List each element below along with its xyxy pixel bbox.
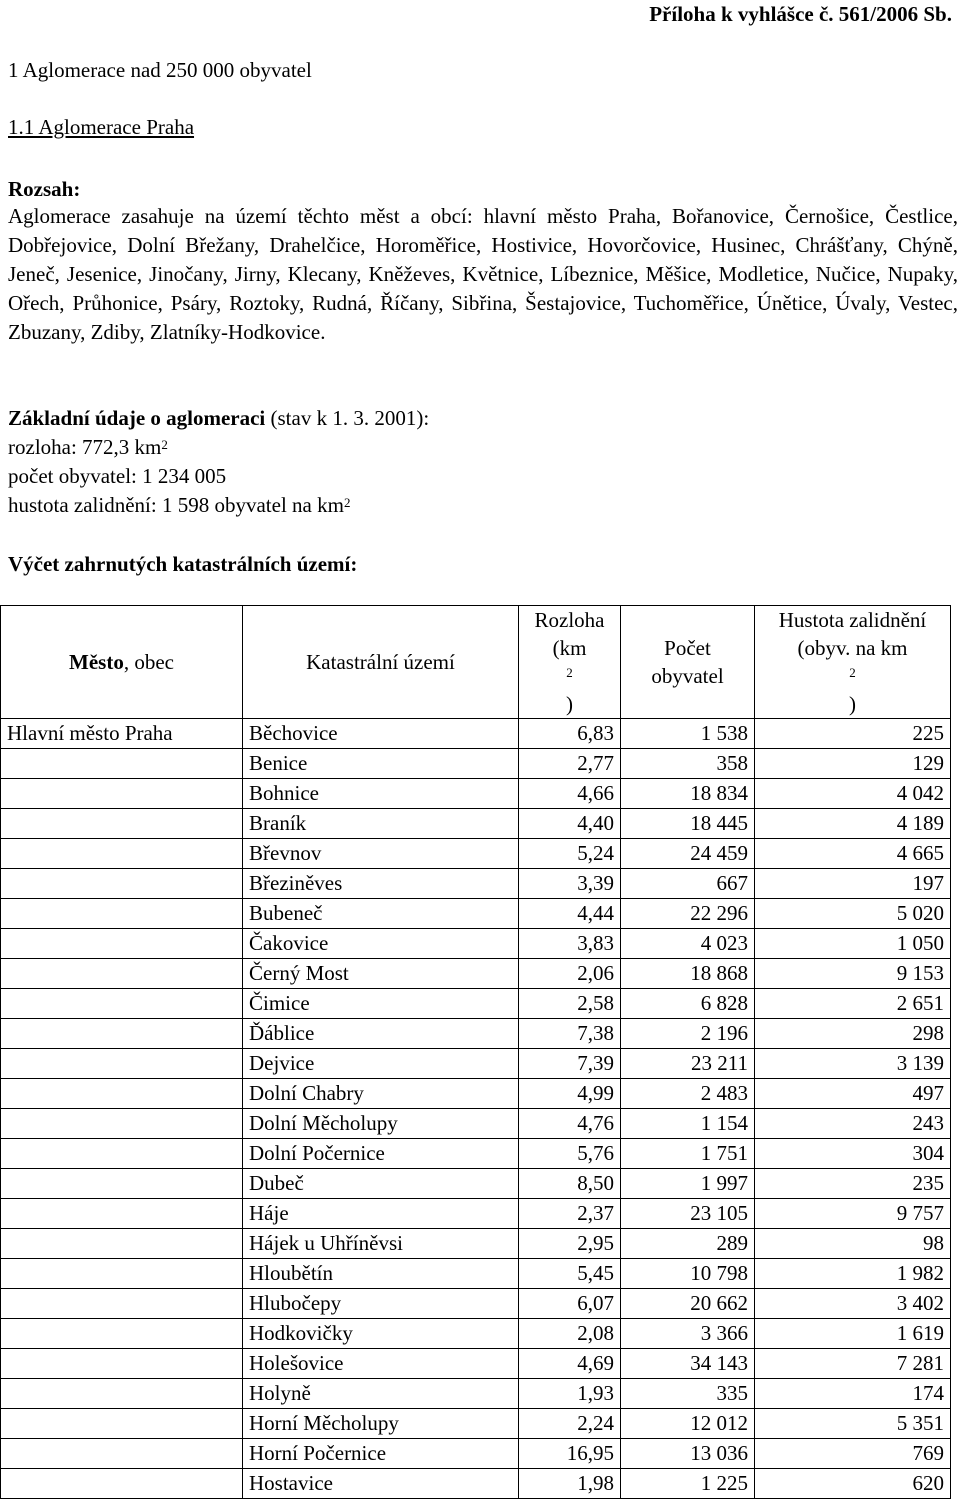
cell-katastr: Bohnice: [243, 779, 519, 809]
cell-rozloha: 5,45: [519, 1259, 621, 1289]
header-pocet-line1: Počet: [664, 636, 711, 660]
cell-katastr: Benice: [243, 749, 519, 779]
cell-hustota: 197: [755, 869, 951, 899]
cell-obec: [1, 959, 243, 989]
cell-rozloha: 2,08: [519, 1319, 621, 1349]
cell-pocet: 1 538: [621, 719, 755, 749]
cell-katastr: Holyně: [243, 1379, 519, 1409]
header-rozloha-unit: (km: [552, 636, 587, 660]
cell-katastr: Běchovice: [243, 719, 519, 749]
cell-obec: [1, 1319, 243, 1349]
cell-rozloha: 2,77: [519, 749, 621, 779]
table-row: [1, 809, 951, 839]
header-obec: [1, 606, 243, 719]
cell-pocet: 23 105: [621, 1199, 755, 1229]
area-value: rozloha: 772,3 km: [8, 435, 162, 459]
header-pocet-line2: obyvatel: [651, 664, 724, 688]
cell-pocet: 20 662: [621, 1289, 755, 1319]
table-row: [1, 869, 951, 899]
cell-katastr: Hostavice: [243, 1469, 519, 1499]
cell-rozloha: 7,39: [519, 1049, 621, 1079]
cell-pocet: 6 828: [621, 989, 755, 1019]
cell-katastr: Čimice: [243, 989, 519, 1019]
scope-label: Rozsah:: [8, 177, 81, 201]
header-rozloha-sup: 2: [566, 665, 573, 680]
cell-pocet: 2 196: [621, 1019, 755, 1049]
cell-hustota: 235: [755, 1169, 951, 1199]
table-row: [1, 749, 951, 779]
cell-pocet: 1 751: [621, 1139, 755, 1169]
cell-katastr: Bubeneč: [243, 899, 519, 929]
table-row: [1, 989, 951, 1019]
cell-pocet: 22 296: [621, 899, 755, 929]
cell-hustota: 620: [755, 1469, 951, 1499]
density-line: [8, 491, 429, 520]
cell-rozloha: 3,39: [519, 869, 621, 899]
cell-obec: [1, 1469, 243, 1499]
cell-obec: [1, 869, 243, 899]
cell-hustota: 98: [755, 1229, 951, 1259]
cell-obec: [1, 1169, 243, 1199]
cell-hustota: 304: [755, 1139, 951, 1169]
cell-pocet: 24 459: [621, 839, 755, 869]
cell-katastr: Holešovice: [243, 1349, 519, 1379]
cell-hustota: 769: [755, 1439, 951, 1469]
table-header-row: [1, 606, 951, 719]
header-hustota-sup: 2: [849, 665, 856, 680]
cell-pocet: 34 143: [621, 1349, 755, 1379]
cell-katastr: Ďáblice: [243, 1019, 519, 1049]
cell-rozloha: 2,37: [519, 1199, 621, 1229]
cell-hustota: 1 050: [755, 929, 951, 959]
header-obec-bold: Město: [69, 650, 124, 674]
cell-katastr: Dolní Počernice: [243, 1139, 519, 1169]
table-row: [1, 1139, 951, 1169]
cell-katastr: Dolní Měcholupy: [243, 1109, 519, 1139]
basic-data-title-date: (stav k 1. 3. 2001):: [265, 406, 430, 430]
cell-pocet: 2 483: [621, 1079, 755, 1109]
cell-katastr: Horní Měcholupy: [243, 1409, 519, 1439]
cell-pocet: 1 154: [621, 1109, 755, 1139]
cell-rozloha: 4,69: [519, 1349, 621, 1379]
table-row: [1, 1079, 951, 1109]
cell-rozloha: 4,44: [519, 899, 621, 929]
population-line: počet obyvatel: 1 234 005: [8, 464, 227, 488]
cell-hustota: 4 042: [755, 779, 951, 809]
table-row: [1, 929, 951, 959]
cadastral-table: [0, 605, 951, 1499]
cell-pocet: 13 036: [621, 1439, 755, 1469]
cell-katastr: Háje: [243, 1199, 519, 1229]
cell-rozloha: 1,93: [519, 1379, 621, 1409]
cell-rozloha: 4,99: [519, 1079, 621, 1109]
cell-rozloha: 5,24: [519, 839, 621, 869]
cell-pocet: 23 211: [621, 1049, 755, 1079]
cell-rozloha: 2,95: [519, 1229, 621, 1259]
table-row: [1, 959, 951, 989]
table-row: [1, 1229, 951, 1259]
cell-pocet: 1 225: [621, 1469, 755, 1499]
cell-pocet: 18 868: [621, 959, 755, 989]
cell-pocet: 358: [621, 749, 755, 779]
cell-katastr: Březiněves: [243, 869, 519, 899]
header-hustota-line1: Hustota zalidnění: [778, 608, 927, 632]
table-row: [1, 779, 951, 809]
cell-katastr: Hloubětín: [243, 1259, 519, 1289]
table-row: [1, 1409, 951, 1439]
cell-rozloha: 6,83: [519, 719, 621, 749]
cell-rozloha: 3,83: [519, 929, 621, 959]
table-row: [1, 1379, 951, 1409]
cell-obec: [1, 1199, 243, 1229]
table-row: [1, 1019, 951, 1049]
cell-obec: [1, 1229, 243, 1259]
cell-rozloha: 2,58: [519, 989, 621, 1019]
cell-katastr: Černý Most: [243, 959, 519, 989]
table-body: [1, 719, 951, 1499]
cell-hustota: 1 982: [755, 1259, 951, 1289]
cell-rozloha: 4,40: [519, 809, 621, 839]
cell-hustota: 174: [755, 1379, 951, 1409]
cell-hustota: 9 757: [755, 1199, 951, 1229]
table-row: [1, 1049, 951, 1079]
header-hustota-line2: [761, 634, 944, 718]
cell-pocet: 667: [621, 869, 755, 899]
cell-katastr: Čakovice: [243, 929, 519, 959]
table-row: [1, 1289, 951, 1319]
basic-data-title-bold: Základní údaje o aglomeraci: [8, 406, 266, 430]
header-rozloha: [519, 606, 621, 719]
cell-obec: [1, 1109, 243, 1139]
cell-hustota: 4 189: [755, 809, 951, 839]
cell-obec: [1, 1079, 243, 1109]
cell-obec: [1, 1409, 243, 1439]
header-rozloha-line1: Rozloha: [534, 608, 605, 632]
cell-hustota: 5 351: [755, 1409, 951, 1439]
cell-obec: [1, 1289, 243, 1319]
cell-rozloha: 8,50: [519, 1169, 621, 1199]
cell-obec: [1, 929, 243, 959]
cell-katastr: Dolní Chabry: [243, 1079, 519, 1109]
table-row: [1, 1169, 951, 1199]
cell-rozloha: 1,98: [519, 1469, 621, 1499]
cell-katastr: Břevnov: [243, 839, 519, 869]
cadastral-list-title: Výčet zahrnutých katastrálních území:: [8, 552, 358, 576]
cell-rozloha: 6,07: [519, 1289, 621, 1319]
cell-obec: [1, 1439, 243, 1469]
appendix-reference: Příloha k vyhlášce č. 561/2006 Sb.: [649, 2, 952, 26]
cell-rozloha: 2,24: [519, 1409, 621, 1439]
cell-pocet: 18 445: [621, 809, 755, 839]
cell-hustota: 4 665: [755, 839, 951, 869]
cell-hustota: 243: [755, 1109, 951, 1139]
cell-katastr: Dubeč: [243, 1169, 519, 1199]
header-katastr: Katastrální území: [243, 606, 519, 719]
basic-data-title: [8, 404, 429, 433]
cell-pocet: 289: [621, 1229, 755, 1259]
cell-hustota: 9 153: [755, 959, 951, 989]
cell-obec: [1, 1259, 243, 1289]
basic-data-section: [8, 404, 429, 520]
cell-obec: [1, 1019, 243, 1049]
cell-rozloha: 2,06: [519, 959, 621, 989]
heading-agglomeration-praha: 1.1 Aglomerace Praha: [8, 115, 195, 139]
header-hustota-close: ): [849, 692, 856, 716]
header-rozloha-line2: [525, 634, 614, 718]
cell-obec: [1, 1049, 243, 1079]
density-unit-sup: 2: [343, 495, 351, 510]
cell-hustota: 225: [755, 719, 951, 749]
cell-rozloha: 5,76: [519, 1139, 621, 1169]
table-row: [1, 839, 951, 869]
cell-hustota: 298: [755, 1019, 951, 1049]
header-hustota-unit: (obyv. na km: [797, 636, 908, 660]
header-hustota: [755, 606, 951, 719]
cell-obec: [1, 899, 243, 929]
heading-agglomeration-category: 1 Aglomerace nad 250 000 obyvatel: [8, 58, 312, 82]
cell-rozloha: 16,95: [519, 1439, 621, 1469]
cell-pocet: 3 366: [621, 1319, 755, 1349]
table-row: [1, 1469, 951, 1499]
cell-hustota: 2 651: [755, 989, 951, 1019]
cell-pocet: 18 834: [621, 779, 755, 809]
cell-katastr: Braník: [243, 809, 519, 839]
table-row: [1, 1439, 951, 1469]
cell-obec: [1, 779, 243, 809]
cell-hustota: 3 139: [755, 1049, 951, 1079]
cell-rozloha: 7,38: [519, 1019, 621, 1049]
cell-katastr: Horní Počernice: [243, 1439, 519, 1469]
header-pocet: [621, 606, 755, 719]
cell-katastr: Dejvice: [243, 1049, 519, 1079]
cell-katastr: Hodkovičky: [243, 1319, 519, 1349]
cell-obec: [1, 1139, 243, 1169]
cell-pocet: 1 997: [621, 1169, 755, 1199]
cell-hustota: 497: [755, 1079, 951, 1109]
density-value: hustota zalidnění: 1 598 obyvatel na km: [8, 493, 344, 517]
cell-obec: [1, 809, 243, 839]
cell-pocet: 10 798: [621, 1259, 755, 1289]
table-row: [1, 1349, 951, 1379]
header-rozloha-close: ): [566, 692, 573, 716]
cell-katastr: Hlubočepy: [243, 1289, 519, 1319]
cell-pocet: 4 023: [621, 929, 755, 959]
table-row: [1, 1319, 951, 1349]
cell-hustota: 1 619: [755, 1319, 951, 1349]
scope-text: Aglomerace zasahuje na území těchto měst a obcí: hlavní město Praha, Bořanovice, Černošice, Čestlice, Dobřejovice, Dolní Břežany, Drahelčice, Horoměřice, Hostivice, Hovorčovice, Husinec, Chrášťany, Chýně, Jeneč, Jesenice, Jinočany, Jirny, Klecany, Kněževes, Květnice, Líbeznice, Měšice, Modletice, Nučice, Nupaky, Ořech, Průhonice, Psáry, Roztoky, Rudná, Říčany, Sibřina, Šestajovice, Tuchoměřice, Únětice, Úvaly, Vestec, Zbuzany, Zdiby, Zlatníky-Hodkovice.: [8, 204, 958, 344]
cell-pocet: 12 012: [621, 1409, 755, 1439]
area-unit-sup: 2: [161, 437, 168, 452]
header-obec-rest: , obec: [123, 650, 174, 674]
table-row: [1, 719, 951, 749]
cell-hustota: 129: [755, 749, 951, 779]
cell-obec: [1, 749, 243, 779]
cell-obec: [1, 1349, 243, 1379]
cell-obec: [1, 1379, 243, 1409]
table-row: [1, 1199, 951, 1229]
table-row: [1, 899, 951, 929]
cell-rozloha: 4,66: [519, 779, 621, 809]
cell-katastr: Hájek u Uhříněvsi: [243, 1229, 519, 1259]
cell-obec: Hlavní město Praha: [1, 719, 243, 749]
cell-hustota: 7 281: [755, 1349, 951, 1379]
area-line: [8, 433, 429, 462]
cell-pocet: 335: [621, 1379, 755, 1409]
cell-hustota: 3 402: [755, 1289, 951, 1319]
cell-obec: [1, 839, 243, 869]
cell-obec: [1, 989, 243, 1019]
table-row: [1, 1259, 951, 1289]
cell-rozloha: 4,76: [519, 1109, 621, 1139]
cell-hustota: 5 020: [755, 899, 951, 929]
table-row: [1, 1109, 951, 1139]
